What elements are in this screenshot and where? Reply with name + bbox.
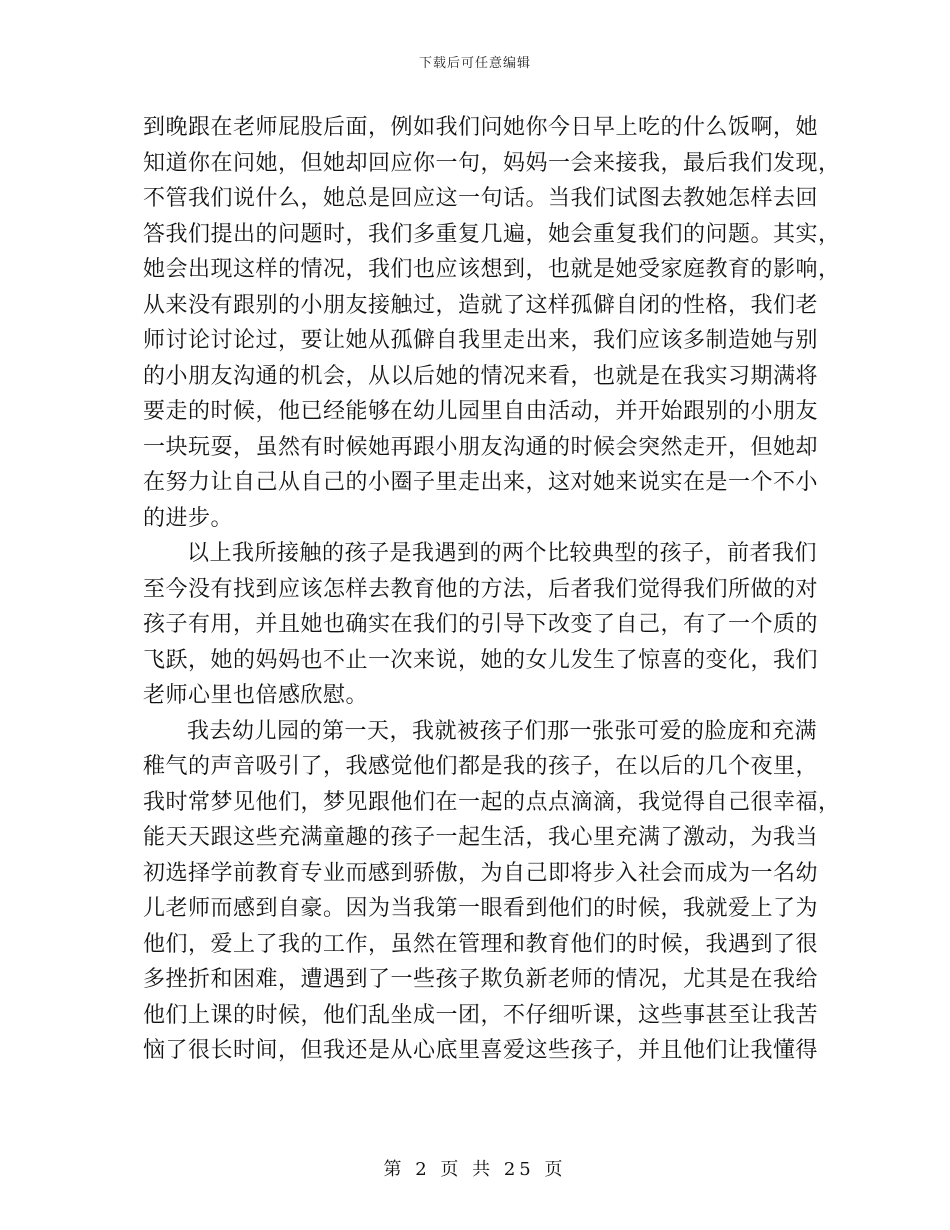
text-line: 多挫折和困难，遭遇到了一些孩子欺负新老师的情况，尤其是在我给 [143, 967, 819, 992]
text-line: 我去幼儿园的第一天，我就被孩子们那一张张可爱的脸庞和充满 [187, 718, 818, 744]
text-line: 恼了很长时间，但我还是从心底里喜爱这些孩子，并且他们让我懂得 [143, 1038, 819, 1063]
text-line: 到晚跟在老师屁股后面，例如我们问她你今日早上吃的什么饭啊，她 [143, 115, 819, 140]
text-line: 的小朋友沟通的机会，从以后她的情况来看，也就是在我实习期满将 [143, 363, 819, 389]
text-line: 初选择学前教育专业而感到骄傲，为自己即将步入社会而成为一名幼 [143, 860, 819, 886]
text-line: 他们，爱上了我的工作，虽然在管理和教育他们的时候，我遇到了很 [143, 931, 819, 957]
text-line: 一块玩耍，虽然有时候她再跟小朋友沟通的时候会突然走开，但她却 [143, 434, 819, 460]
document-body [143, 110, 841, 1069]
text-line: 他们上课的时候，他们乱坐成一团，不仔细听课，这些事甚至让我苦 [143, 1002, 819, 1028]
text-line: 要走的时候，他已经能够在幼儿园里自由活动，并开始跟别的小朋友 [143, 399, 819, 424]
text-line: 飞跃，她的妈妈也不止一次来说，她的女儿发生了惊喜的变化，我们 [143, 647, 819, 673]
text-line: 不管我们说什么，她总是回应这一句话。当我们试图去教她怎样去回 [143, 186, 819, 211]
text-line: 在努力让自己从自己的小圈子里走出来，这对她来说实在是一个不小 [143, 470, 819, 495]
text-line: 的进步。 [143, 505, 234, 531]
header-note: 下载后可任意编辑 [418, 56, 531, 71]
paragraph-2 [143, 536, 819, 714]
text-line: 儿老师而感到自豪。因为当我第一眼看到他们的时候，我就爱上了为 [143, 896, 819, 921]
text-line: 从来没有跟别的小朋友接触过，造就了这样孤僻自闭的性格，我们老 [143, 292, 819, 318]
text-line: 能天天跟这些充满童趣的孩子一起生活，我心里充满了激动，为我当 [143, 825, 819, 850]
paragraph-1 [143, 110, 841, 536]
page-number-footer: 第 2 页 共 25 页 [383, 1159, 567, 1180]
text-line: 师讨论讨论过，要让她从孤僻自我里走出来，我们应该多制造她与别 [143, 328, 819, 353]
text-line: 稚气的声音吸引了，我感觉他们都是我的孩子，在以后的几个夜里， [143, 754, 819, 779]
text-line: 老师心里也倍感欣慰。 [143, 683, 369, 708]
text-line: 至今没有找到应该怎样去教育他的方法，后者我们觉得我们所做的对 [143, 576, 819, 602]
text-line: 她会出现这样的情况，我们也应该想到，也就是她受家庭教育的影响， [143, 257, 841, 282]
text-line: 答我们提出的问题时，我们多重复几遍，她会重复我们的问题。其实， [143, 221, 841, 247]
text-line: 我时常梦见他们，梦见跟他们在一起的点点滴滴，我觉得自己很幸福， [143, 789, 841, 815]
text-line: 知道你在问她，但她却回应你一句，妈妈一会来接我，最后我们发现， [143, 150, 841, 176]
paragraph-3 [143, 714, 841, 1069]
text-line: 孩子有用，并且她也确实在我们的引导下改变了自己，有了一个质的 [143, 612, 819, 637]
text-line: 以上我所接触的孩子是我遇到的两个比较典型的孩子，前者我们 [187, 541, 818, 566]
